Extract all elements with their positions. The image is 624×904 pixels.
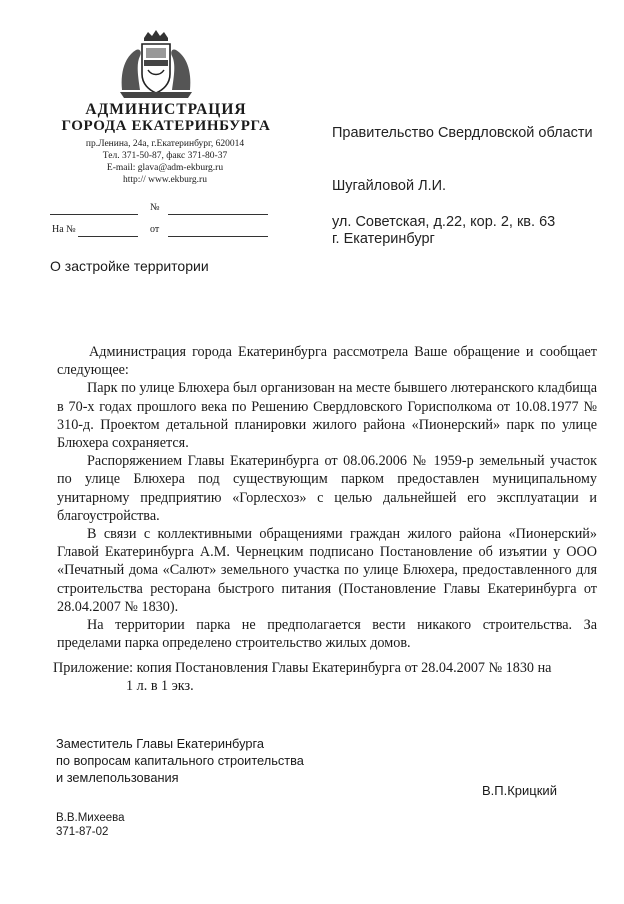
- attachment-line2: 1 л. в 1 экз.: [126, 678, 194, 694]
- ref-number-label: На №: [52, 224, 76, 235]
- signer-title-line1: Заместитель Главы Екатеринбурга: [56, 736, 264, 751]
- signer-title-line2: по вопросам капитального строительства: [56, 753, 304, 768]
- org-address: пр.Ленина, 24а, г.Екатеринбург, 620014: [85, 139, 245, 149]
- number-sign: №: [150, 202, 160, 213]
- body-paragraph-3: Распоряжением Главы Екатеринбурга от 08.06.2006 № 1959-р земельный участок по улице Блюхера под существующим парком предоставлен муниципальному унитарному предприятию «Горлесхоз» с целью дальнейшей его эксплуатации и благоустройства.: [57, 453, 597, 524]
- org-email: E-mail: glava@adm-ekburg.ru: [106, 163, 224, 173]
- body-paragraph-4: В связи с коллективными обращениями граждан жилого района «Пионерский» Главой Екатеринбурга А.М. Чернецким подписано Постановление об изъятии у ООО «Печатный дома «Салют» земельного участка по улице Блюхера, предоставленного для строительства ресторана быстрого питания (Постановление Главы Екатеринбурга от 28.04.2007 № 1830).: [57, 526, 597, 615]
- org-phone: Тел. 371-50-87, факс 371-80-37: [102, 151, 228, 161]
- outgoing-date-line: [50, 214, 138, 215]
- recipient-org: Правительство Свердловской области: [332, 125, 593, 141]
- attachment-line1: Приложение: копия Постановления Главы Екатеринбурга от 28.04.2007 № 1830 на: [53, 660, 552, 676]
- letter-subject: О застройке территории: [50, 258, 209, 274]
- recipient-city: г. Екатеринбург: [332, 231, 435, 247]
- ref-date-label: от: [150, 224, 160, 235]
- ref-date-line: [168, 236, 268, 237]
- recipient-name: Шугайловой Л.И.: [332, 178, 447, 194]
- city-coat-of-arms-icon: [116, 30, 196, 102]
- letter-body: [57, 343, 597, 652]
- body-paragraph-5: На территории парка не предполагается вести никакого строительства. За пределами парка определено строительство жилых домов.: [57, 617, 597, 652]
- org-name-line2: ГОРОДА ЕКАТЕРИНБУРГА: [61, 118, 271, 134]
- executor-name: В.В.Михеева: [56, 812, 125, 824]
- signer-title-line3: и землепользования: [56, 770, 179, 785]
- body-paragraph-2: Парк по улице Блюхера был организован на месте бывшего лютеранского кладбища в 70-х годах прошлого века по Решению Свердловского Горисполкома от 10.08.1977 № 310-д. Проектом детальной планировки жилого района «Пионерский» парк по улице Блюхера сохраняется.: [57, 380, 597, 452]
- ref-number-line: [78, 236, 138, 237]
- executor-phone: 371-87-02: [56, 826, 109, 838]
- org-website: http:// www.ekburg.ru: [123, 175, 207, 185]
- body-paragraph-1: Администрация города Екатеринбурга рассмотрела Ваше обращение и сообщает следующее:: [57, 344, 597, 379]
- org-name-line1: АДМИНИСТРАЦИЯ: [85, 101, 247, 118]
- signer-name: В.П.Крицкий: [482, 783, 557, 798]
- outgoing-number-line: [168, 214, 268, 215]
- recipient-street: ул. Советская, д.22, кор. 2, кв. 63: [332, 214, 556, 230]
